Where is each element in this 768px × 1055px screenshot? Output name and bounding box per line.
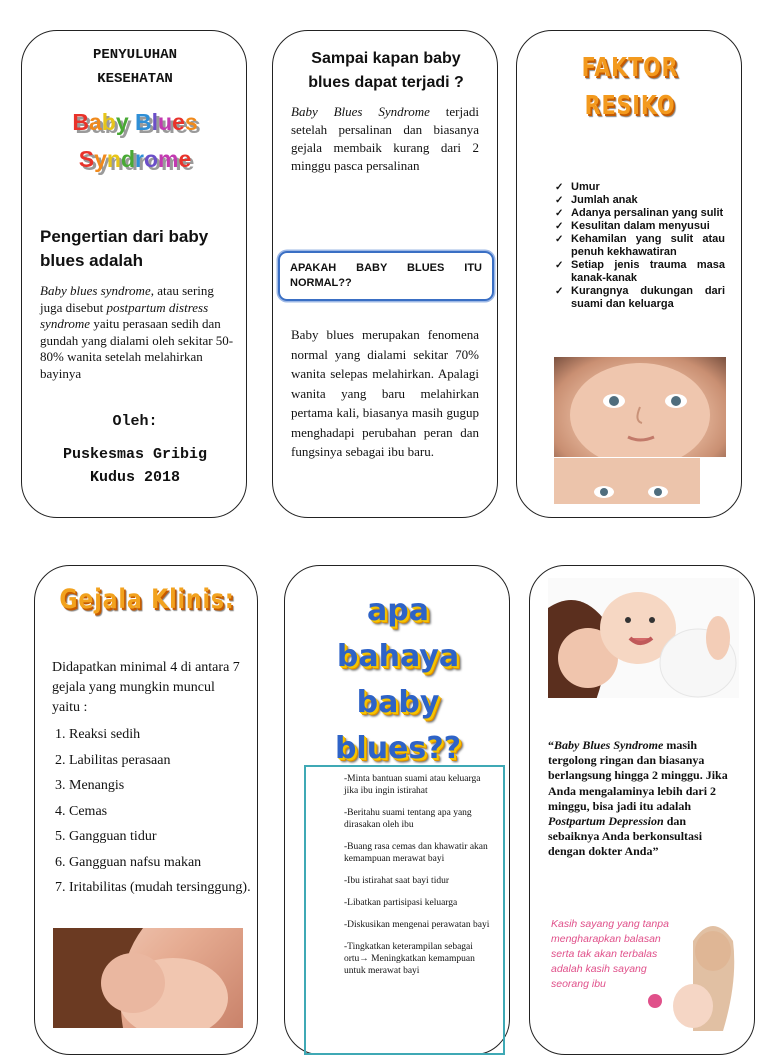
bahaya-title xyxy=(285,588,511,772)
heading-line1: Pengertian dari baby xyxy=(40,227,209,246)
gejala-item: 4. Cemas xyxy=(69,799,275,825)
baby-face-photo-2 xyxy=(554,458,700,504)
author-line1: Puskesmas Gribig xyxy=(62,446,208,463)
def-text2: yaitu perasaan sedih dan gundah yang dialami oleh sekitar 50-80% wanita setelah melahirkan bayinya xyxy=(40,316,234,381)
mother-baby-drawing xyxy=(53,928,243,1028)
baby-face-drawing xyxy=(554,357,726,457)
oleh-label: Oleh: xyxy=(112,413,158,430)
heading-line1: Sampai kapan baby xyxy=(311,50,461,67)
poster-line4: adalah kasih sayang xyxy=(551,963,647,975)
gejala-item: 5. Gangguan tidur xyxy=(69,824,275,850)
bahaya-word-1: apa xyxy=(367,593,429,628)
title-letter: S xyxy=(78,146,95,172)
title-letter: B xyxy=(135,109,152,135)
gejala-item: 7. Iritabilitas (mudah tersinggung). xyxy=(69,875,275,901)
gejala-item: 1. Reaksi sedih xyxy=(69,722,275,748)
poster-text xyxy=(551,917,669,992)
panel-gejala-klinis xyxy=(34,565,258,1055)
title-line2 xyxy=(79,146,192,172)
normal-answer: Baby blues merupakan fenomena normal yang dialami sekitar 70% wanita selepas melahirkan. Apalagi wanita yang baru melahirkan pertama kali, biasanya masih gugup menghadapi perubahan peran dan fungsinya sebagai ibu baru. xyxy=(291,327,479,459)
faktor-title-line2: RESIKO xyxy=(584,91,676,121)
def-italic2: postpartum distress syndrome xyxy=(40,299,209,331)
gejala-intro: Didapatkan minimal 4 di antara 7 gejala yang mungkin muncul yaitu : xyxy=(52,660,240,715)
panel-faktor-resiko xyxy=(516,30,742,518)
quote-italic1: Baby Blues Syndrome xyxy=(554,738,664,752)
header-line1: PENYULUHAN xyxy=(92,47,177,63)
title-letter: m xyxy=(158,146,179,172)
heading-line2: blues dapat terjadi ? xyxy=(308,74,464,91)
faktor-item: ✓ Jumlah anak xyxy=(555,194,725,207)
title-line1 xyxy=(72,109,197,135)
quote-text xyxy=(548,738,740,860)
title-letter: B xyxy=(72,109,89,135)
heading-line2: blues adalah xyxy=(40,251,143,270)
title-letter: a xyxy=(88,109,102,135)
title-letter: d xyxy=(120,146,135,172)
pengertian-definition xyxy=(40,283,236,382)
def-italic1: Baby blues syndrome xyxy=(40,283,151,298)
tip-item: -Minta bantuan suami atau keluarga jika ibu ingin istirahat xyxy=(344,774,481,796)
title-letter: l xyxy=(151,109,159,135)
bahaya-word-4: blues?? xyxy=(334,731,462,766)
gejala-list xyxy=(35,722,275,901)
faktor-item: ✓ Umur xyxy=(555,181,725,194)
quote-text2: dan sebaiknya Anda berkonsultasi dengan dokter Anda” xyxy=(548,814,703,859)
title-syndrome xyxy=(22,146,248,173)
title-letter: n xyxy=(106,146,121,172)
pengertian-heading xyxy=(40,225,208,273)
title-letter: s xyxy=(184,109,198,135)
gejala-item: 2. Labilitas perasaan xyxy=(69,748,275,774)
title-letter: u xyxy=(158,109,173,135)
tips-box xyxy=(304,765,505,1055)
title-letter: e xyxy=(172,109,185,135)
gejala-title: Gejala Klinis: xyxy=(59,584,235,615)
panel-sampai-kapan xyxy=(272,30,498,518)
faktor-item: ✓ Kurangnya dukungan dari suami dan keluarga xyxy=(555,285,725,311)
quote-italic2: Postpartum Depression xyxy=(548,814,664,829)
tip-item: -Beritahu suami tentang apa yang dirasakan oleh ibu xyxy=(344,808,472,830)
tip-item: -Diskusikan mengenai perawatan bayi xyxy=(344,920,490,930)
faktor-item: ✓ Kesulitan dalam menyusui xyxy=(555,220,725,233)
bahaya-word-2: bahaya xyxy=(336,639,460,674)
poster-line5: seorang ibu xyxy=(551,978,606,990)
sampai-kapan-heading xyxy=(273,47,499,95)
question-text: APAKAH BABY BLUES ITU NORMAL?? xyxy=(290,262,482,289)
quote-text1: masih tergolong ringan dan biasanya berlangsung hingga 2 minggu. Jika Anda mengalaminya lebih dari 2 minggu, bisa jadi itu adalah xyxy=(548,738,728,813)
faktor-item: ✓ Adanya persalinan yang sulit xyxy=(555,207,725,220)
faktor-item: ✓ Kehamilan yang sulit atau penuh kekhawatiran xyxy=(555,233,725,259)
normal-question-box xyxy=(278,251,494,301)
kasih-sayang-poster xyxy=(543,911,743,1031)
panel-quote xyxy=(529,565,755,1055)
tip-item: -Ibu istirahat saat bayi tidur xyxy=(344,876,449,886)
gejala-item: 3. Menangis xyxy=(69,773,275,799)
title-letter: e xyxy=(178,146,192,172)
mother-baby-photo xyxy=(53,928,243,1028)
mother-kissing-baby-photo xyxy=(548,578,739,698)
title-letter: y xyxy=(115,109,129,135)
sampai-kapan-paragraph xyxy=(291,103,479,175)
title-letter: b xyxy=(101,109,116,135)
poster-line2: mengharapkan balasan xyxy=(551,933,661,945)
faktor-item: ✓ Setiap jenis trauma masa kanak-kanak xyxy=(555,259,725,285)
poster-line3: serta tak akan terbalas xyxy=(551,948,658,960)
faktor-title-line1: FAKTOR xyxy=(581,53,679,83)
faktor-list xyxy=(555,181,725,311)
title-baby-blues xyxy=(22,109,248,136)
baby-face-photo xyxy=(554,357,726,457)
poster-line1: Kasih sayang yang tanpa xyxy=(551,918,669,930)
tip-item: -Buang rasa cemas dan khawatir akan kemampuan merawat bayi xyxy=(344,842,488,864)
baby-face-drawing-2 xyxy=(554,458,700,504)
author-line2: Kudus 2018 xyxy=(89,469,180,486)
tip-item: -Libatkan partisipasi keluarga xyxy=(344,898,458,908)
para-italic: Baby Blues Syndrome xyxy=(291,104,430,119)
tip-item: -Tingkatkan keterampilan sebagai ortu→ Meningkatkan kemampuan untuk merawat bayi xyxy=(344,942,475,976)
gejala-item: 6. Gangguan nafsu makan xyxy=(69,850,275,876)
def-text1: , atau sering juga disebut xyxy=(40,283,214,315)
panel-pengertian xyxy=(21,30,247,518)
title-letter: r xyxy=(135,146,144,172)
header-line2: KESEHATAN xyxy=(97,71,173,87)
mother-kissing-baby-drawing xyxy=(548,578,739,698)
quote-open: “ xyxy=(548,738,554,752)
panel-bahaya xyxy=(284,565,510,1055)
title-letter: y xyxy=(94,146,107,172)
title-letter: o xyxy=(143,146,159,172)
bahaya-word-3: baby xyxy=(356,685,440,720)
para-text: terjadi setelah persalinan dan biasanya gejala membaik kurang dari 2 minggu pasca persalinan xyxy=(291,104,479,173)
